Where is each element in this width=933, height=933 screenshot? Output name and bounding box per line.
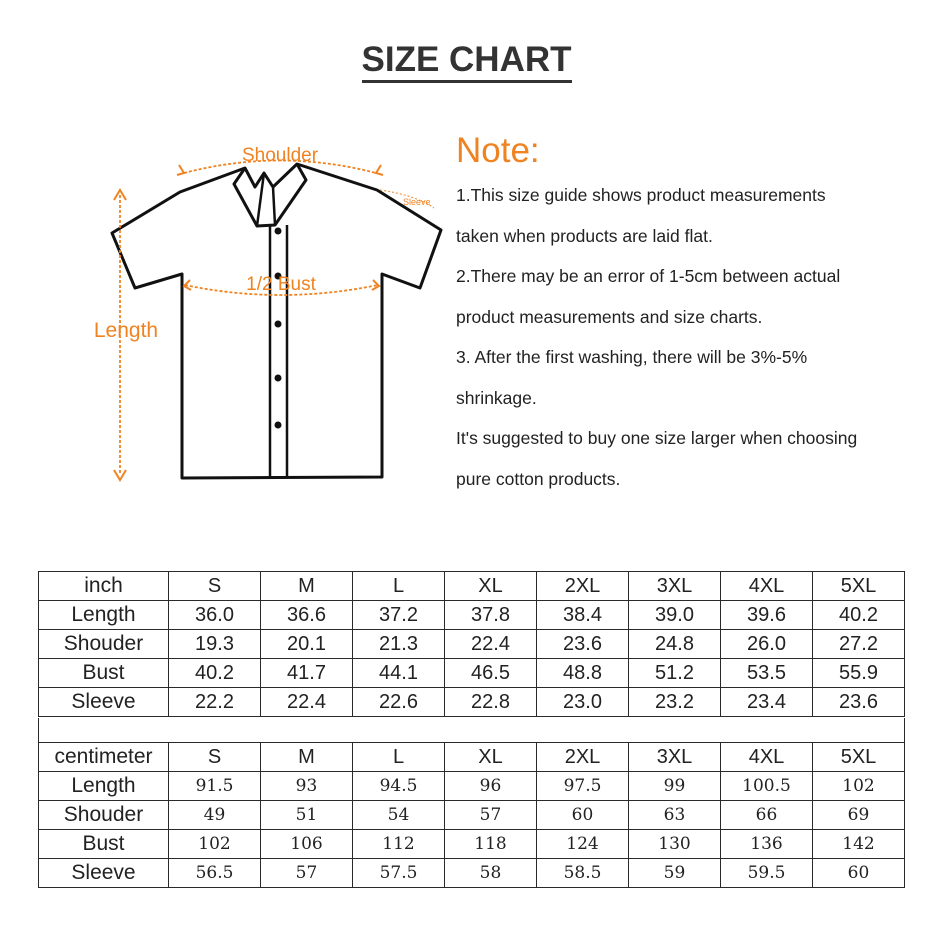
table-cell: 24.8: [629, 630, 721, 659]
note-line: It's suggested to buy one size larger when choosing: [456, 428, 858, 448]
note-section: [456, 130, 933, 499]
table-cell: 99: [629, 772, 721, 801]
table-cell: 27.2: [813, 630, 905, 659]
title-text: SIZE CHART: [362, 40, 572, 83]
size-header: S: [169, 743, 261, 772]
table-cell: 19.3: [169, 630, 261, 659]
table-cell: 59: [629, 859, 721, 888]
table-cell: 56.5: [169, 859, 261, 888]
table-header-row: [39, 572, 905, 601]
size-header: XL: [445, 743, 537, 772]
table-cell: 21.3: [353, 630, 445, 659]
table-cell: 112: [353, 830, 445, 859]
shoulder-label: Shoulder: [241, 145, 319, 166]
row-label: Sleeve: [39, 859, 169, 888]
table-cell: 57: [261, 859, 353, 888]
row-label: Shouder: [39, 630, 169, 659]
table-cell: 40.2: [169, 659, 261, 688]
note-line: 1.This size guide shows product measurements: [456, 185, 826, 205]
size-header: S: [169, 572, 261, 601]
table-cell: 39.6: [721, 601, 813, 630]
table-cell: 23.6: [537, 630, 629, 659]
table-cell: 124: [537, 830, 629, 859]
inch-size-table: [38, 571, 905, 717]
note-line: product measurements and size charts.: [456, 306, 763, 327]
table-cell: 44.1: [353, 659, 445, 688]
table-cell: 22.4: [445, 630, 537, 659]
table-cell: 57: [445, 801, 537, 830]
note-line: pure cotton products.: [456, 468, 621, 489]
table-spacer: [38, 718, 905, 742]
table-cell: 37.8: [445, 601, 537, 630]
table-cell: 69: [813, 801, 905, 830]
size-header: 2XL: [537, 572, 629, 601]
table-cell: 46.5: [445, 659, 537, 688]
note-line: shrinkage.: [456, 387, 537, 408]
page-title: [0, 40, 933, 80]
table-cell: 41.7: [261, 659, 353, 688]
table-cell: 36.0: [169, 601, 261, 630]
table-cell: 118: [445, 830, 537, 859]
table-cell: 94.5: [353, 772, 445, 801]
table-cell: 102: [813, 772, 905, 801]
note-line: 2.There may be an error of 1-5cm between actual: [456, 266, 841, 286]
table-cell: 53.5: [721, 659, 813, 688]
table-cell: 60: [813, 859, 905, 888]
note-line: 3. After the first washing, there will be 3%-5%: [456, 347, 808, 367]
bust-label: 1/2 Bust: [246, 274, 316, 295]
table-cell: 55.9: [813, 659, 905, 688]
table-cell: 26.0: [721, 630, 813, 659]
size-header: M: [261, 743, 353, 772]
table-cell: 39.0: [629, 601, 721, 630]
size-header: 5XL: [813, 572, 905, 601]
button-dot: [275, 375, 282, 382]
table-cell: 49: [169, 801, 261, 830]
button-dot: [275, 321, 282, 328]
table-cell: 60: [537, 801, 629, 830]
table-cell: 23.2: [629, 688, 721, 717]
table-row: [39, 659, 905, 688]
size-header: 3XL: [629, 572, 721, 601]
table-cell: 106: [261, 830, 353, 859]
size-header: 5XL: [813, 743, 905, 772]
table-cell: 91.5: [169, 772, 261, 801]
row-label: Length: [39, 601, 169, 630]
table-cell: 100.5: [721, 772, 813, 801]
table-cell: 58.5: [537, 859, 629, 888]
row-label: Shouder: [39, 801, 169, 830]
table-row: [39, 801, 905, 830]
button-dot: [275, 228, 282, 235]
table-cell: 22.4: [261, 688, 353, 717]
table-cell: 40.2: [813, 601, 905, 630]
table-cell: 66: [721, 801, 813, 830]
note-line: taken when products are laid flat.: [456, 225, 713, 246]
table-cell: 97.5: [537, 772, 629, 801]
size-header: 4XL: [721, 572, 813, 601]
length-label: Length: [93, 319, 159, 342]
table-cell: 37.2: [353, 601, 445, 630]
size-header: L: [353, 572, 445, 601]
table-cell: 22.6: [353, 688, 445, 717]
size-header: XL: [445, 572, 537, 601]
row-label: Bust: [39, 830, 169, 859]
table-cell: 58: [445, 859, 537, 888]
collar: [234, 164, 306, 226]
table-cell: 57.5: [353, 859, 445, 888]
table-cell: 142: [813, 830, 905, 859]
table-cell: 136: [721, 830, 813, 859]
table-header-row: [39, 743, 905, 772]
row-label: Sleeve: [39, 688, 169, 717]
size-header: L: [353, 743, 445, 772]
cm-size-table: [38, 742, 905, 888]
table-cell: 48.8: [537, 659, 629, 688]
table-row: [39, 688, 905, 717]
note-heading: Note:: [456, 131, 540, 170]
table-cell: 23.0: [537, 688, 629, 717]
row-label: Bust: [39, 659, 169, 688]
table-cell: 51.2: [629, 659, 721, 688]
table-cell: 22.8: [445, 688, 537, 717]
table-row: [39, 830, 905, 859]
button-dot: [275, 422, 282, 429]
table-row: [39, 772, 905, 801]
table-cell: 63: [629, 801, 721, 830]
table-cell: 36.6: [261, 601, 353, 630]
size-header: M: [261, 572, 353, 601]
table-cell: 59.5: [721, 859, 813, 888]
size-header: 3XL: [629, 743, 721, 772]
table-row: [39, 859, 905, 888]
table-cell: 54: [353, 801, 445, 830]
table-row: [39, 601, 905, 630]
table-cell: 102: [169, 830, 261, 859]
placket: [270, 225, 287, 477]
table-cell: 22.2: [169, 688, 261, 717]
shirt-diagram: [80, 140, 460, 490]
size-header: 2XL: [537, 743, 629, 772]
table-row: [39, 630, 905, 659]
row-label: Length: [39, 772, 169, 801]
sleeve-label: Sleeve: [403, 197, 431, 207]
table-cell: 23.6: [813, 688, 905, 717]
table-cell: 96: [445, 772, 537, 801]
unit-cell: centimeter: [39, 743, 169, 772]
table-cell: 23.4: [721, 688, 813, 717]
size-header: 4XL: [721, 743, 813, 772]
table-cell: 38.4: [537, 601, 629, 630]
table-cell: 93: [261, 772, 353, 801]
table-cell: 20.1: [261, 630, 353, 659]
table-cell: 51: [261, 801, 353, 830]
unit-cell: inch: [39, 572, 169, 601]
table-cell: 130: [629, 830, 721, 859]
